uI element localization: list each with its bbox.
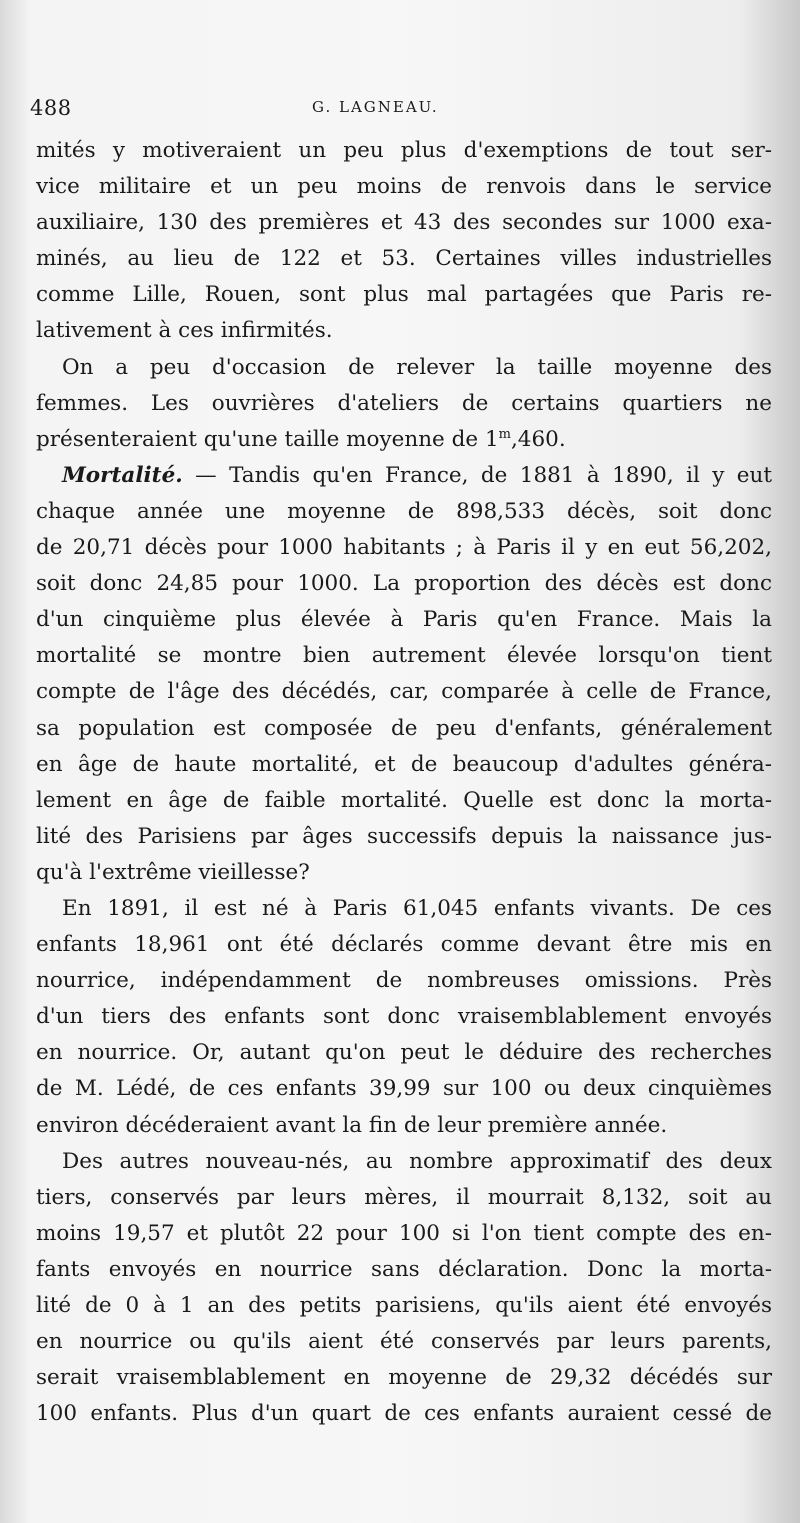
- text-line: comme Lille, Rouen, sont plus mal partagées que Paris re-: [36, 282, 772, 308]
- text-line: auxiliaire, 130 des premières et 43 des secondes sur 1000 exa-: [36, 210, 772, 236]
- text-line: fants envoyés en nourrice sans déclaration. Donc la morta-: [36, 1256, 772, 1282]
- text-line: tiers, conservés par leurs mères, il mourrait 8,132, soit au: [36, 1184, 772, 1210]
- text-line: soit donc 24,85 pour 1000. La proportion des décès est donc: [36, 571, 772, 597]
- text-line: chaque année une moyenne de 898,533 décès, soit donc: [36, 498, 772, 524]
- text-line: de M. Lédé, de ces enfants 39,99 sur 100 ou deux cinquièmes: [36, 1076, 772, 1102]
- text-line: 100 enfants. Plus d'un quart de ces enfants auraient cessé de: [36, 1401, 772, 1427]
- text-line: nourrice, indépendamment de nombreuses omissions. Près: [36, 968, 772, 994]
- text-line: minés, au lieu de 122 et 53. Certaines villes industrielles: [36, 246, 772, 272]
- page-number: 488: [30, 96, 72, 120]
- unit-superscript: m: [498, 426, 511, 442]
- paragraph: [36, 350, 772, 458]
- page-header: [30, 96, 770, 126]
- text-line: Des autres nouveau-nés, au nombre approximatif des deux: [62, 1148, 772, 1174]
- paragraph: [36, 133, 772, 350]
- text-line: compte de l'âge des décédés, car, comparée à celle de France,: [36, 679, 772, 705]
- text-line: en nourrice ou qu'ils aient été conservés par leurs parents,: [36, 1329, 772, 1355]
- paragraph: [36, 458, 772, 891]
- paragraph: [36, 1144, 772, 1433]
- text-line: de 20,71 décès pour 1000 habitants ; à Paris il y en eut 56,202,: [36, 535, 772, 561]
- text-line: lement en âge de faible mortalité. Quelle est donc la morta-: [36, 787, 772, 813]
- text-line: [36, 458, 772, 494]
- text-line: moins 19,57 et plutôt 22 pour 100 si l'on tient compte des en-: [36, 1220, 772, 1246]
- text-line: lité de 0 à 1 an des petits parisiens, qu'ils aient été envoyés: [36, 1293, 772, 1318]
- text-line: présenteraient qu'une taille moyenne de 1$^m$,460.: [36, 426, 566, 452]
- text-line: en âge de haute mortalité, et de beaucoup d'adultes généra-: [36, 751, 772, 777]
- text-line: vice militaire et un peu moins de renvois dans le service: [36, 174, 772, 200]
- text-line: serait vraisemblablement en moyenne de 29,32 décédés sur: [36, 1365, 772, 1391]
- text-line: En 1891, il est né à Paris 61,045 enfants vivants. De ces: [62, 895, 772, 921]
- text-line: d'un tiers des enfants sont donc vraisemblablement envoyés: [36, 1004, 772, 1030]
- text-line: en nourrice. Or, autant qu'on peut le déduire des recherches: [36, 1040, 772, 1066]
- running-head: G. LAGNEAU.: [312, 98, 439, 116]
- text-line: qu'à l'extrême vieillesse?: [36, 859, 310, 885]
- text-line: d'un cinquième plus élevée à Paris qu'en France. Mais la: [36, 607, 772, 633]
- text-line: mortalité se montre bien autrement élevée lorsqu'on tient: [36, 643, 772, 669]
- text-line: femmes. Les ouvrières d'ateliers de certains quartiers ne: [36, 390, 772, 416]
- text-line: sa population est composée de peu d'enfants, généralement: [36, 715, 772, 741]
- text-line: mités y motiveraient un peu plus d'exemptions de tout ser-: [36, 138, 772, 163]
- paragraph: [36, 891, 772, 1144]
- text-run: — Tandis qu'en France, de 1881 à 1890, il y eut: [182, 462, 772, 488]
- text-line: On a peu d'occasion de relever la taille moyenne des: [62, 354, 772, 380]
- body-text: [36, 133, 772, 1432]
- section-title: Mortalité.: [62, 462, 183, 488]
- text-line: lativement à ces infirmités.: [36, 318, 333, 344]
- text-line: lité des Parisiens par âges successifs depuis la naissance jus-: [36, 823, 772, 849]
- text-line: environ décéderaient avant la fin de leur première année.: [36, 1112, 668, 1138]
- text-line: enfants 18,961 ont été déclarés comme devant être mis en: [36, 932, 772, 958]
